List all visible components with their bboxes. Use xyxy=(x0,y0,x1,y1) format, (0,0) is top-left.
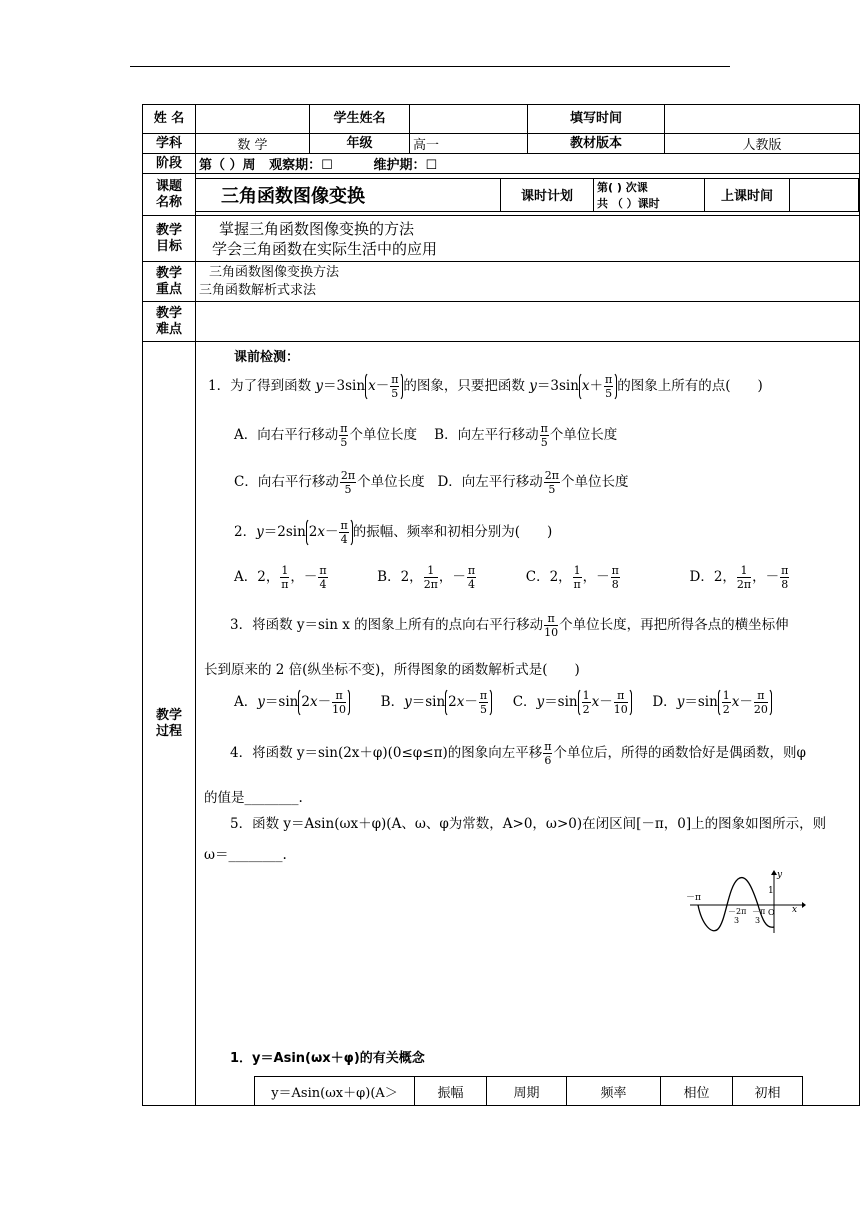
section-1-heading: 1．y＝Asin(ωx＋φ)的有关概念 xyxy=(230,1051,425,1066)
maintain-label: 维护期： xyxy=(373,158,426,173)
svg-text:3: 3 xyxy=(734,916,740,925)
concept-header-frequency: 频率 xyxy=(567,1077,661,1106)
class-time-field[interactable] xyxy=(790,178,859,211)
grade-value: 高一 xyxy=(410,134,528,154)
question-5-line-1: 5．函数 y＝Asin(ωx＋φ)(A、ω、φ为常数，A>0，ω>0)在闭区间[－π，0]上的图象如图所示，则 xyxy=(230,816,827,832)
lesson-count: 第( ) 次课 共 （ ）课时 xyxy=(594,178,705,211)
concept-header-function: y＝Asin(ωx＋φ)(A＞ xyxy=(255,1077,415,1106)
svg-text:1: 1 xyxy=(768,886,774,896)
name-field[interactable] xyxy=(196,105,310,134)
subject-value: 数 学 xyxy=(196,134,310,154)
student-name-label: 学生姓名 xyxy=(310,105,410,134)
topic-label: 课题 名称 xyxy=(143,174,196,216)
svg-text:3: 3 xyxy=(755,916,761,925)
grade-label: 年级 xyxy=(310,134,410,154)
svg-text:O: O xyxy=(768,908,775,917)
process-content xyxy=(196,342,860,1106)
question-4-line-2: 的值是________. xyxy=(204,790,303,806)
textbook-value: 人教版 xyxy=(665,134,860,154)
stage-label: 阶段 xyxy=(143,154,196,174)
q2-options: A．2， $\frac{1}{\pi}$ ，－ $\frac{\pi}{4}$ B．2， $\frac{1}{2\pi}$ ，－ $\frac{\pi}{4}$ C．2， $\frac{1}{\pi}$ ，－ $\frac{\pi}{8}$ D．2， $\frac{1}{2\pi}$ ，－ $\frac{\pi}{8}$ xyxy=(234,564,789,591)
q1-options-ab: A．向右平行移动 $\frac{\pi}{5}$ 个单位长度 B．向左平行移动 $\frac{\pi}{5}$ 个单位长度 xyxy=(234,422,618,449)
goals-label: 教学 目标 xyxy=(143,216,196,262)
sine-graph-figure xyxy=(682,867,807,937)
question-2: 2．y＝2sin 2x－ $\frac{\pi}{4}$ 的振幅、频率和初相分别为( ) xyxy=(234,519,553,546)
goals-content: 掌握三角函数图像变换的方法 学会三角函数在实际生活中的应用 xyxy=(196,216,860,262)
pretest-heading: 课前检测： xyxy=(234,350,300,365)
question-1: 1．为了得到函数 y＝3sin x－ $\frac{\pi}{5}$ 的图象，只要把函数 y＝3sin x＋ $\frac{\pi}{5}$ 的图象上所有的点( ) xyxy=(208,373,763,400)
q1-options-cd: C．向右平行移动 $\frac{2\pi}{5}$ 个单位长度 D．向左平行移动 $\frac{2\pi}{5}$ 个单位长度 xyxy=(234,469,629,496)
svg-text:－π: －π xyxy=(686,893,701,903)
fill-time-label: 填写时间 xyxy=(528,105,665,134)
name-label: 姓 名 xyxy=(143,105,196,134)
svg-text:－π: －π xyxy=(752,907,766,916)
lesson-plan-table xyxy=(142,104,860,1106)
svg-text:y: y xyxy=(777,870,783,880)
observe-checkbox[interactable]: ☐ xyxy=(321,158,333,173)
process-label: 教学 过程 xyxy=(143,342,196,1106)
concept-header-period: 周期 xyxy=(487,1077,567,1106)
fill-time-field[interactable] xyxy=(665,105,860,134)
concept-header-phase: 相位 xyxy=(661,1077,733,1106)
keypoints-content: 三角函数图像变换方法 三角函数解析式求法 xyxy=(196,262,860,302)
question-5-line-2: ω＝________. xyxy=(204,847,287,863)
observe-label: 观察期： xyxy=(269,158,322,173)
concept-header-initial-phase: 初相 xyxy=(733,1077,803,1106)
topic-title: 三角函数图像变换 xyxy=(196,178,501,211)
question-3-line-2: 长到原来的 2 倍(纵坐标不变)，所得图象的函数解析式是( ) xyxy=(204,662,580,678)
concept-table xyxy=(254,1076,803,1106)
svg-text:－2π: －2π xyxy=(728,907,747,916)
q3-options: A．y＝sin 2x－ $\frac{\pi}{10}$ B．y＝sin 2x－ $\frac{\pi}{5}$ C．y＝sin $\frac{1}{2}$ x－ $\frac{\pi}{10}$ D．y＝sin $\frac{1}{2}$ x－ $\frac{\pi}{20}$ xyxy=(234,688,772,717)
stage-week: 第（ ）周 xyxy=(199,158,256,173)
header-rule xyxy=(130,66,730,67)
question-4-line-1: 4．将函数 y＝sin(2x＋φ)(0≤φ≤π)的图象向左平移 $\frac{\pi}{6}$ 个单位后，所得的函数恰好是偶函数，则φ xyxy=(230,740,806,767)
keypoints-label: 教学 重点 xyxy=(143,262,196,302)
difficulty-label: 教学 难点 xyxy=(143,302,196,342)
difficulty-content[interactable] xyxy=(196,302,860,342)
student-name-field[interactable] xyxy=(410,105,528,134)
concept-header-amplitude: 振幅 xyxy=(415,1077,487,1106)
svg-text:x: x xyxy=(792,905,798,915)
stage-row xyxy=(196,154,860,174)
question-3-line-1: 3．将函数 y＝sin x 的图象上所有的点向右平行移动 $\frac{\pi}{10}$ 个单位长度，再把所得各点的横坐标伸 xyxy=(230,612,789,639)
maintain-checkbox[interactable]: ☐ xyxy=(425,158,438,173)
textbook-label: 教材版本 xyxy=(528,134,665,154)
subject-label: 学科 xyxy=(143,134,196,154)
plan-label: 课时计划 xyxy=(501,178,594,211)
class-time-label: 上课时间 xyxy=(705,178,790,211)
